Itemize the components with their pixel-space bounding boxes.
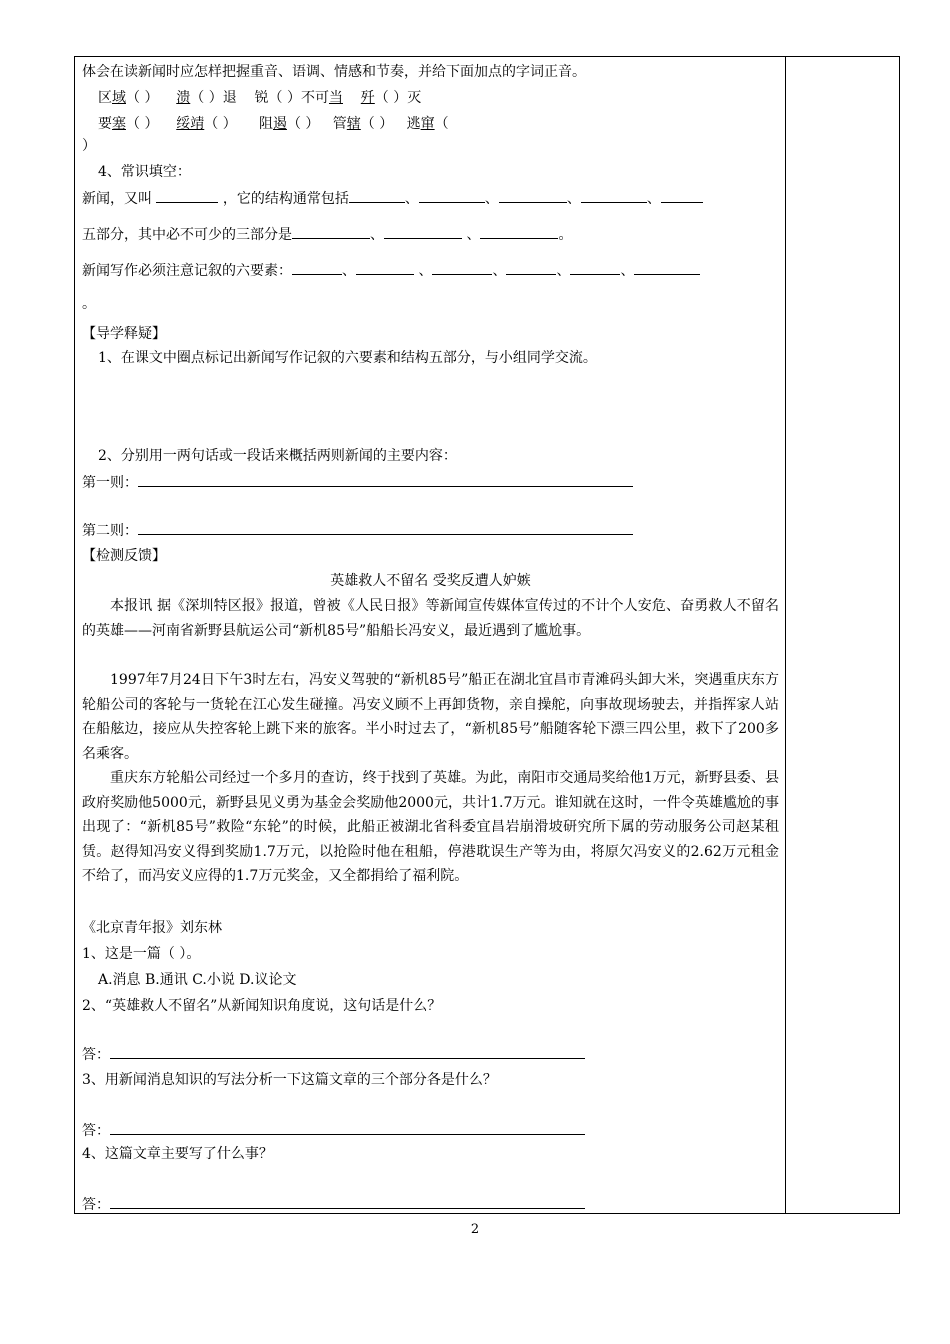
article-paragraph-3: 重庆东方轮船公司经过一个多月的查访，终于找到了英雄。为此，南阳市交通局奖给他1万元，新野县委、县政府奖励他5000元，新野县见义勇为基金会奖励他2000元，共计1.7万元。谁知就在这时，一件令英雄尴尬的事出现了：“新机85号”救险“东轮”的时候，此船正被湖北省科委宜昌岩崩滑坡研究所下属的劳动服务公司赵某租赁。赵得知冯安义得到奖励1.7万元，以抢险时他在租船，停港耽误生产等为由，将原欠冯安义的2.62万元租金不给了，而冯安义应得的1.7万元奖金，又全都捐给了福利院。	[82, 770, 779, 884]
article-source: 《北京青年报》刘东林	[82, 920, 222, 936]
blank[interactable]	[356, 260, 414, 275]
guide-question-1: 1、在课文中圈点标记出新闻写作记叙的六要素和结构五部分，与小组同学交流。	[98, 350, 597, 366]
blank[interactable]	[292, 260, 342, 275]
answer-3-blank[interactable]	[110, 1120, 585, 1135]
blank[interactable]	[419, 188, 485, 203]
blank[interactable]	[499, 188, 567, 203]
second-summary-blank[interactable]	[138, 520, 633, 535]
column-divider	[785, 56, 786, 1214]
news-fill-line-2: 五部分，其中必不可少的三部分是 、 、 。	[82, 224, 572, 245]
question-2: 2、“英雄救人不留名”从新闻知识角度说，这句话是什么？	[82, 998, 442, 1014]
guide-header: 【导学释疑】	[82, 326, 166, 342]
blank[interactable]	[292, 224, 370, 239]
question-3: 3、用新闻消息知识的写法分析一下这篇文章的三个部分各是什么？	[82, 1072, 497, 1088]
blank[interactable]	[432, 260, 492, 275]
pinyin-row-2: 要塞（ ） 绥靖（ ） 阻遏（ ） 管辖（ ） 逃窜（	[98, 116, 449, 132]
blank[interactable]	[156, 188, 218, 203]
blank[interactable]	[349, 188, 405, 203]
news-fill-line-4: 。	[82, 296, 96, 312]
blank[interactable]	[661, 188, 703, 203]
feedback-header: 【检测反馈】	[82, 548, 166, 564]
answer-4-blank[interactable]	[110, 1194, 585, 1209]
question-1-options: A.消息 B.通讯 C.小说 D.议论文	[98, 972, 297, 988]
answer-2-line: 答：	[82, 1044, 585, 1065]
news-fill-line-3: 新闻写作必须注意记叙的六要素： 、 、 、 、 、	[82, 260, 700, 281]
section-4-title: 4、常识填空：	[98, 164, 191, 180]
blank[interactable]	[634, 260, 700, 275]
page-number: 2	[470, 1222, 480, 1237]
answer-3-line: 答：	[82, 1120, 585, 1141]
blank[interactable]	[581, 188, 647, 203]
article-title: 英雄救人不留名 受奖反遭人妒嫉	[330, 573, 531, 589]
article-paragraph-2: 1997年7月24日下午3时左右，冯安义驾驶的“新机85号”船正在湖北宜昌市青滩码头卸大米，突遇重庆东方轮船公司的客轮与一货轮在江心发生碰撞。冯安义顾不上再卸货物，亲自操舵，向事故现场驶去，并指挥家人站在船舷边，接应从失控客轮上跳下来的旅客。半小时过去了，“新机85号”船随客轮下漂三四公里，救下了200多名乘客。	[82, 672, 779, 762]
first-summary-blank[interactable]	[138, 472, 633, 487]
guide-question-2: 2、分别用一两句话或一段话来概括两则新闻的主要内容：	[98, 448, 457, 464]
intro-text: 体会在读新闻时应怎样把握重音、语调、情感和节奏，并给下面加点的字词正音。	[82, 64, 586, 80]
blank[interactable]	[570, 260, 620, 275]
blank[interactable]	[384, 224, 462, 239]
pinyin-row-3: ）	[82, 138, 96, 154]
question-1: 1、这是一篇（ ）。	[82, 946, 201, 962]
first-summary-line: 第一则：	[82, 472, 633, 493]
article-paragraph-1: 本报讯 据《深圳特区报》报道，曾被《人民日报》等新闻宣传媒体宣传过的不计个人安危、奋勇救人不留名的英雄——河南省新野县航运公司“新机85号”船船长冯安义，最近遇到了尴尬事。	[82, 598, 779, 639]
blank[interactable]	[506, 260, 556, 275]
second-summary-line: 第二则：	[82, 520, 633, 541]
pinyin-row-1: 区域（ ） 溃（ ）退 锐（ ）不可当 歼（ ）灭	[98, 90, 422, 106]
blank[interactable]	[480, 224, 558, 239]
answer-2-blank[interactable]	[110, 1044, 585, 1059]
answer-4-line: 答：	[82, 1194, 585, 1215]
question-4: 4、这篇文章主要写了什么事？	[82, 1146, 273, 1162]
news-fill-line-1: 新闻，又叫 ，它的结构通常包括 、 、 、 、	[82, 188, 703, 209]
